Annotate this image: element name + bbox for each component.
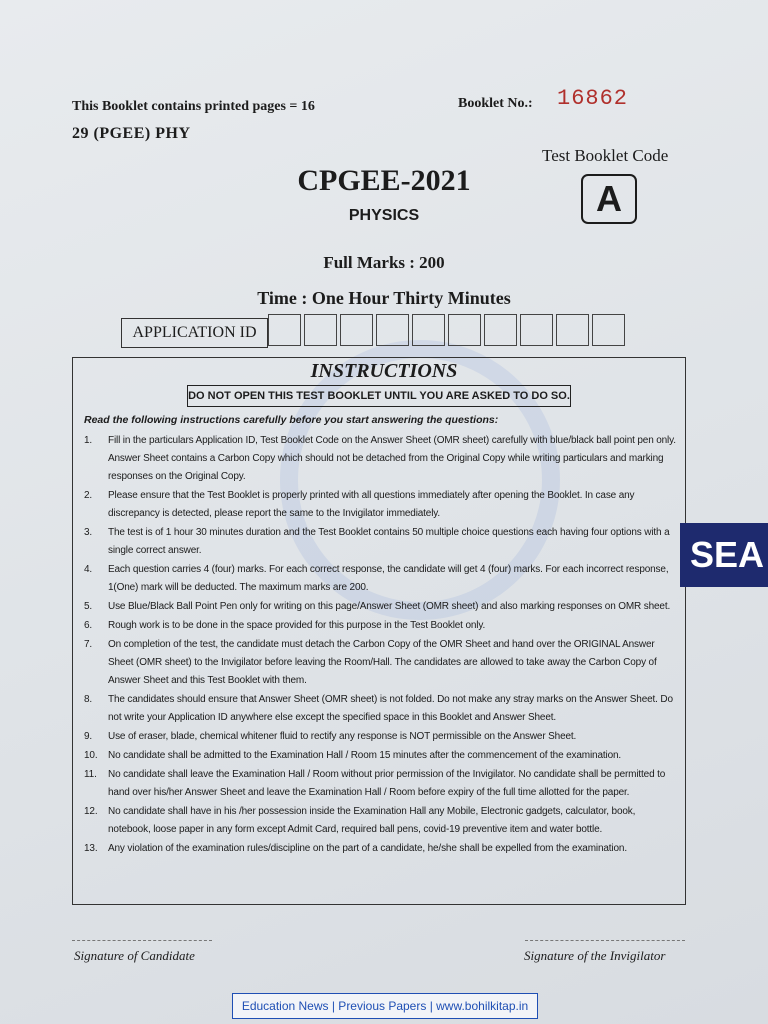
instruction-text: No candidate shall leave the Examination Hall / Room without prior permission of the Invigilator. No candidate shall be permitted to hand over his/her Answer Sheet and leave the Examination Hall / Room before expiry of the full time allotted for the paper. bbox=[108, 769, 666, 798]
application-id-digit-box[interactable] bbox=[592, 314, 625, 346]
instruction-text: Use of eraser, blade, chemical whitener fluid to rectify any response is NOT permissible on the Answer Sheet. bbox=[108, 731, 577, 742]
application-id-digit-box[interactable] bbox=[520, 314, 553, 346]
exam-subject: PHYSICS bbox=[348, 207, 420, 224]
instruction-number: 3. bbox=[84, 527, 93, 538]
instructions-list bbox=[84, 432, 678, 859]
seal-tab: SEA bbox=[680, 523, 768, 587]
application-id-digit-box[interactable] bbox=[448, 314, 481, 346]
application-id-digit-box[interactable] bbox=[412, 314, 445, 346]
invigilator-signature-label: Signature of the Invigilator bbox=[524, 948, 666, 963]
instruction-item bbox=[84, 840, 678, 858]
instruction-item bbox=[84, 487, 678, 523]
exam-title: CPGEE-2021 bbox=[297, 164, 471, 197]
instruction-text: On completion of the test, the candidate must detach the Carbon Copy of the OMR Sheet and hand over the ORIGINAL Answer Sheet (OMR sheet) to the Invigilator before leaving the Room/Hall. The candidates are allowed to take away the Carbon Copy of Answer Sheet and this Test Booklet with them. bbox=[108, 639, 657, 686]
application-id-digit-box[interactable] bbox=[304, 314, 337, 346]
instruction-text: Rough work is to be done in the space provided for this purpose in the Test Booklet only. bbox=[108, 620, 486, 631]
instructions-title: INSTRUCTIONS bbox=[310, 360, 458, 382]
invigilator-signature-line bbox=[525, 940, 685, 941]
application-id-digit-box[interactable] bbox=[268, 314, 301, 346]
instruction-item bbox=[84, 561, 678, 597]
instruction-item bbox=[84, 691, 678, 727]
booklet-no-label: Booklet No.: bbox=[458, 96, 533, 111]
instruction-item bbox=[84, 636, 678, 690]
instruction-number: 9. bbox=[84, 731, 93, 742]
instruction-text: Fill in the particulars Application ID, Test Booklet Code on the Answer Sheet (OMR sheet) carefully with blue/black ball point pen only. Answer Sheet contains a Carbon Copy which should not be detached from the Original Copy while writing particulars and marking responses on the Original Copy. bbox=[108, 435, 676, 482]
instruction-text: No candidate shall be admitted to the Examination Hall / Room 15 minutes after the commencement of the examination. bbox=[108, 750, 622, 761]
instructions-intro: Read the following instructions carefully before you start answering the questions: bbox=[84, 414, 499, 426]
instruction-number: 11. bbox=[84, 769, 97, 780]
booklet-number: 16862 bbox=[557, 86, 629, 111]
instruction-text: Please ensure that the Test Booklet is properly printed with all questions immediately after opening the Booklet. In case any discrepancy is detected, please report the same to the Invigilator immediately. bbox=[108, 490, 635, 519]
full-marks: Full Marks : 200 bbox=[323, 253, 445, 272]
instruction-number: 8. bbox=[84, 694, 93, 705]
instruction-number: 5. bbox=[84, 601, 93, 612]
instruction-text: Any violation of the examination rules/discipline on the part of a candidate, he/she shall be expelled from the examination. bbox=[108, 843, 627, 854]
instruction-number: 12. bbox=[84, 806, 98, 817]
candidate-signature-line bbox=[72, 940, 212, 941]
instruction-text: Use Blue/Black Ball Point Pen only for writing on this page/Answer Sheet (OMR sheet) and also marking responses on OMR sheet. bbox=[108, 601, 671, 612]
instruction-number: 4. bbox=[84, 564, 93, 575]
instruction-number: 10. bbox=[84, 750, 98, 761]
instruction-text: The test is of 1 hour 30 minutes duration and the Test Booklet contains 50 multiple choice questions each having four options with a single correct answer. bbox=[108, 527, 670, 556]
application-id-digit-box[interactable] bbox=[376, 314, 409, 346]
instruction-number: 1. bbox=[84, 435, 93, 446]
footer-banner[interactable]: Education News | Previous Papers | www.bohilkitap.in bbox=[232, 993, 538, 1019]
warning-box: DO NOT OPEN THIS TEST BOOKLET UNTIL YOU ARE ASKED TO DO SO. bbox=[187, 385, 571, 407]
instruction-item bbox=[84, 617, 678, 635]
instruction-item bbox=[84, 766, 678, 802]
instruction-number: 6. bbox=[84, 620, 93, 631]
instruction-item bbox=[84, 524, 678, 560]
instruction-item bbox=[84, 747, 678, 765]
pages-note: This Booklet contains printed pages = 16 bbox=[72, 99, 315, 114]
application-id-digit-box[interactable] bbox=[556, 314, 589, 346]
test-booklet-code-box: A bbox=[581, 174, 637, 224]
instruction-text: No candidate shall have in his /her possession inside the Examination Hall any Mobile, Electronic gadgets, calculator, book, notebook, loose paper in any form except Admit Card, required ball pens, covid-19 preventive item and water bottle. bbox=[108, 806, 636, 835]
instruction-text: The candidates should ensure that Answer Sheet (OMR sheet) is not folded. Do not make any stray marks on the Answer Sheet. Do not write your Application ID anywhere else except the specified space in this Booklet and Answer Sheet. bbox=[108, 694, 673, 723]
test-booklet-code-label: Test Booklet Code bbox=[542, 146, 669, 165]
instruction-number: 2. bbox=[84, 490, 93, 501]
application-id-boxes[interactable] bbox=[268, 314, 628, 346]
instruction-item bbox=[84, 803, 678, 839]
instruction-item bbox=[84, 432, 678, 486]
exam-time: Time : One Hour Thirty Minutes bbox=[257, 288, 511, 308]
application-id-label: APPLICATION ID bbox=[121, 318, 268, 348]
application-id-digit-box[interactable] bbox=[484, 314, 517, 346]
instruction-number: 7. bbox=[84, 639, 93, 650]
candidate-signature-label: Signature of Candidate bbox=[74, 948, 195, 963]
instruction-text: Each question carries 4 (four) marks. For each correct response, the candidate will get 4 (four) marks. For each incorrect response, 1(One) mark will be deducted. The maximum marks are 200. bbox=[108, 564, 669, 593]
application-id-digit-box[interactable] bbox=[340, 314, 373, 346]
instruction-item bbox=[84, 728, 678, 746]
instruction-number: 13. bbox=[84, 843, 98, 854]
paper-code: 29 (PGEE) PHY bbox=[72, 125, 191, 142]
instruction-item bbox=[84, 598, 678, 616]
